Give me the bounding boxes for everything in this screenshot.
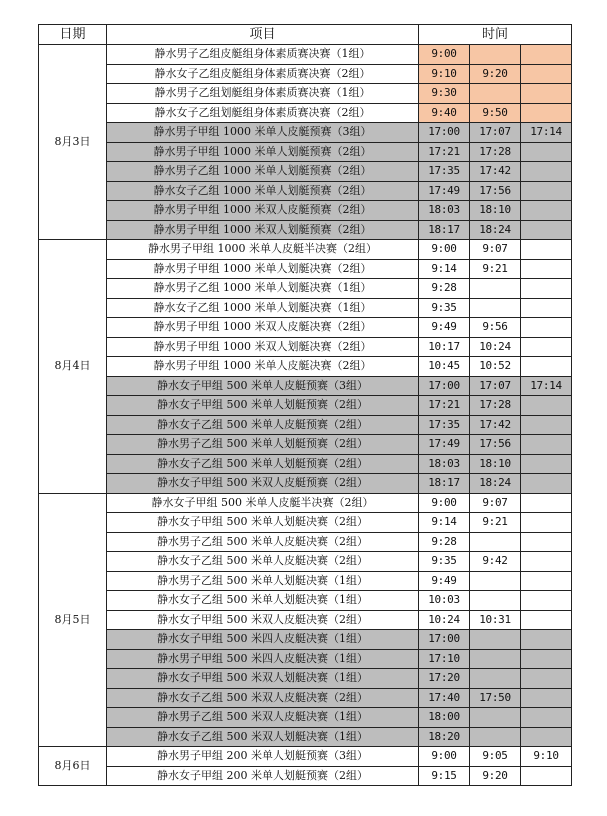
time-cell	[521, 279, 572, 299]
time-cell	[470, 649, 521, 669]
time-cell: 9:07	[470, 493, 521, 513]
time-cell: 9:20	[470, 64, 521, 84]
event-cell: 静水男子乙组 1000 米单人划艇决赛（1组）	[107, 279, 419, 299]
time-cell: 18:03	[419, 201, 470, 221]
time-cell	[521, 181, 572, 201]
time-cell: 17:21	[419, 142, 470, 162]
time-cell: 9:35	[419, 552, 470, 572]
time-cell: 10:45	[419, 357, 470, 377]
event-cell: 静水女子甲组 500 米四人皮艇决赛（1组）	[107, 630, 419, 650]
time-cell: 10:17	[419, 337, 470, 357]
schedule-body	[39, 45, 572, 786]
schedule-row	[39, 610, 572, 630]
time-cell: 17:21	[419, 396, 470, 416]
time-cell: 17:42	[470, 162, 521, 182]
time-cell	[521, 259, 572, 279]
time-cell: 17:28	[470, 396, 521, 416]
schedule-row	[39, 727, 572, 747]
time-cell	[470, 591, 521, 611]
time-cell	[521, 552, 572, 572]
time-cell	[521, 318, 572, 338]
event-cell: 静水女子乙组 500 米单人划艇预赛（2组）	[107, 454, 419, 474]
schedule-row	[39, 337, 572, 357]
event-cell: 静水女子乙组划艇组身体素质赛决赛（2组）	[107, 103, 419, 123]
time-cell	[521, 532, 572, 552]
time-cell: 9:56	[470, 318, 521, 338]
time-cell: 10:52	[470, 357, 521, 377]
header-event: 项目	[107, 25, 419, 45]
time-cell: 17:14	[521, 376, 572, 396]
schedule-row	[39, 747, 572, 767]
schedule-row	[39, 123, 572, 143]
schedule-row	[39, 45, 572, 65]
time-cell	[521, 298, 572, 318]
time-cell	[470, 727, 521, 747]
time-cell: 9:50	[470, 103, 521, 123]
event-cell: 静水女子甲组 500 米单人皮艇半决赛（2组）	[107, 493, 419, 513]
time-cell: 9:21	[470, 259, 521, 279]
time-cell	[521, 766, 572, 786]
time-cell: 17:40	[419, 688, 470, 708]
time-cell: 17:00	[419, 630, 470, 650]
time-cell	[521, 396, 572, 416]
time-cell	[521, 669, 572, 689]
schedule-row	[39, 435, 572, 455]
time-cell: 18:24	[470, 220, 521, 240]
event-cell: 静水女子乙组 500 米单人皮艇预赛（2组）	[107, 415, 419, 435]
time-cell	[521, 357, 572, 377]
time-cell	[521, 220, 572, 240]
time-cell	[521, 688, 572, 708]
event-cell: 静水男子甲组 1000 米单人皮艇决赛（2组）	[107, 357, 419, 377]
time-cell: 9:28	[419, 279, 470, 299]
time-cell: 17:35	[419, 415, 470, 435]
time-cell	[470, 532, 521, 552]
event-cell: 静水女子甲组 500 米单人划艇决赛（2组）	[107, 513, 419, 533]
time-cell	[521, 201, 572, 221]
schedule-row	[39, 532, 572, 552]
time-cell: 17:50	[470, 688, 521, 708]
event-cell: 静水女子甲组 500 米双人划艇决赛（1组）	[107, 669, 419, 689]
time-cell	[521, 474, 572, 494]
schedule-row	[39, 201, 572, 221]
time-cell	[470, 298, 521, 318]
time-cell: 18:03	[419, 454, 470, 474]
time-cell: 9:10	[419, 64, 470, 84]
time-cell: 9:05	[470, 747, 521, 767]
header-row	[39, 25, 572, 45]
event-cell: 静水女子甲组 500 米单人皮艇预赛（3组）	[107, 376, 419, 396]
time-cell	[521, 591, 572, 611]
time-cell: 18:20	[419, 727, 470, 747]
time-cell: 10:31	[470, 610, 521, 630]
schedule-row	[39, 259, 572, 279]
date-cell: 8月4日	[39, 240, 107, 494]
time-cell: 17:42	[470, 415, 521, 435]
time-cell	[521, 337, 572, 357]
time-cell: 17:07	[470, 123, 521, 143]
event-cell: 静水男子乙组 500 米单人划艇决赛（1组）	[107, 571, 419, 591]
time-cell: 9:00	[419, 240, 470, 260]
time-cell: 9:49	[419, 318, 470, 338]
event-cell: 静水女子乙组 500 米单人划艇决赛（1组）	[107, 591, 419, 611]
schedule-row	[39, 240, 572, 260]
time-cell: 18:10	[470, 454, 521, 474]
time-cell: 18:17	[419, 474, 470, 494]
schedule-row	[39, 649, 572, 669]
schedule-row	[39, 591, 572, 611]
time-cell: 17:00	[419, 376, 470, 396]
time-cell	[521, 571, 572, 591]
time-cell: 18:00	[419, 708, 470, 728]
schedule-row	[39, 708, 572, 728]
schedule-table	[38, 24, 572, 786]
time-cell: 9:00	[419, 493, 470, 513]
time-cell	[521, 64, 572, 84]
event-cell: 静水女子甲组 200 米单人划艇预赛（2组）	[107, 766, 419, 786]
time-cell: 9:40	[419, 103, 470, 123]
schedule-row	[39, 552, 572, 572]
time-cell	[521, 610, 572, 630]
schedule-row	[39, 669, 572, 689]
event-cell: 静水男子甲组 1000 米单人皮艇半决赛（2组）	[107, 240, 419, 260]
schedule-row	[39, 357, 572, 377]
header-time: 时间	[419, 25, 572, 45]
time-cell: 10:03	[419, 591, 470, 611]
time-cell: 10:24	[419, 610, 470, 630]
time-cell	[521, 493, 572, 513]
time-cell	[470, 669, 521, 689]
time-cell: 9:35	[419, 298, 470, 318]
schedule-row	[39, 84, 572, 104]
schedule-row	[39, 142, 572, 162]
schedule-row	[39, 318, 572, 338]
time-cell	[470, 571, 521, 591]
time-cell	[521, 103, 572, 123]
time-cell	[521, 162, 572, 182]
time-cell: 17:35	[419, 162, 470, 182]
date-cell: 8月3日	[39, 45, 107, 240]
time-cell: 9:20	[470, 766, 521, 786]
schedule-row	[39, 493, 572, 513]
event-cell: 静水女子乙组 500 米双人皮艇决赛（2组）	[107, 688, 419, 708]
schedule-row	[39, 279, 572, 299]
event-cell: 静水男子甲组 500 米四人皮艇决赛（1组）	[107, 649, 419, 669]
event-cell: 静水女子乙组 1000 米单人划艇预赛（2组）	[107, 181, 419, 201]
schedule-row	[39, 454, 572, 474]
date-cell: 8月6日	[39, 747, 107, 786]
schedule-row	[39, 415, 572, 435]
time-cell: 9:21	[470, 513, 521, 533]
date-cell: 8月5日	[39, 493, 107, 747]
time-cell	[470, 84, 521, 104]
time-cell: 17:14	[521, 123, 572, 143]
time-cell	[470, 630, 521, 650]
time-cell	[521, 45, 572, 65]
event-cell: 静水男子甲组 200 米单人划艇预赛（3组）	[107, 747, 419, 767]
schedule-row	[39, 513, 572, 533]
time-cell: 9:28	[419, 532, 470, 552]
schedule-row	[39, 376, 572, 396]
schedule-row	[39, 396, 572, 416]
event-cell: 静水男子甲组 1000 米单人划艇决赛（2组）	[107, 259, 419, 279]
time-cell	[521, 649, 572, 669]
time-cell: 17:07	[470, 376, 521, 396]
schedule-row	[39, 474, 572, 494]
event-cell: 静水男子乙组皮艇组身体素质赛决赛（1组）	[107, 45, 419, 65]
time-cell	[521, 435, 572, 455]
schedule-row	[39, 630, 572, 650]
event-cell: 静水男子乙组 500 米单人皮艇决赛（2组）	[107, 532, 419, 552]
event-cell: 静水女子乙组 1000 米单人划艇决赛（1组）	[107, 298, 419, 318]
time-cell	[521, 513, 572, 533]
schedule-row	[39, 103, 572, 123]
time-cell	[521, 84, 572, 104]
time-cell: 17:00	[419, 123, 470, 143]
time-cell: 17:56	[470, 435, 521, 455]
event-cell: 静水男子乙组 500 米双人皮艇决赛（1组）	[107, 708, 419, 728]
event-cell: 静水男子甲组 1000 米双人划艇预赛（2组）	[107, 220, 419, 240]
schedule-row	[39, 64, 572, 84]
time-cell	[521, 240, 572, 260]
time-cell: 9:00	[419, 747, 470, 767]
time-cell: 18:10	[470, 201, 521, 221]
time-cell: 9:07	[470, 240, 521, 260]
time-cell: 9:00	[419, 45, 470, 65]
event-cell: 静水男子甲组 1000 米单人划艇预赛（2组）	[107, 142, 419, 162]
schedule-row	[39, 298, 572, 318]
time-cell: 17:28	[470, 142, 521, 162]
event-cell: 静水女子甲组 500 米单人划艇预赛（2组）	[107, 396, 419, 416]
time-cell: 9:49	[419, 571, 470, 591]
time-cell: 17:10	[419, 649, 470, 669]
time-cell: 9:14	[419, 513, 470, 533]
schedule-row	[39, 181, 572, 201]
time-cell: 9:14	[419, 259, 470, 279]
event-cell: 静水男子乙组划艇组身体素质赛决赛（1组）	[107, 84, 419, 104]
schedule-row	[39, 571, 572, 591]
schedule-row	[39, 162, 572, 182]
time-cell: 9:42	[470, 552, 521, 572]
event-cell: 静水女子乙组皮艇组身体素质赛决赛（2组）	[107, 64, 419, 84]
schedule-row	[39, 220, 572, 240]
time-cell	[521, 454, 572, 474]
time-cell: 18:24	[470, 474, 521, 494]
event-cell: 静水男子甲组 1000 米双人划艇决赛（2组）	[107, 337, 419, 357]
time-cell	[521, 142, 572, 162]
time-cell: 9:30	[419, 84, 470, 104]
time-cell	[470, 279, 521, 299]
time-cell: 9:10	[521, 747, 572, 767]
event-cell: 静水男子甲组 1000 米双人皮艇决赛（2组）	[107, 318, 419, 338]
event-cell: 静水女子甲组 500 米双人皮艇决赛（2组）	[107, 610, 419, 630]
time-cell: 17:49	[419, 181, 470, 201]
time-cell: 17:49	[419, 435, 470, 455]
time-cell	[521, 708, 572, 728]
event-cell: 静水男子甲组 1000 米单人皮艇预赛（3组）	[107, 123, 419, 143]
event-cell: 静水女子乙组 500 米双人划艇决赛（1组）	[107, 727, 419, 747]
time-cell: 18:17	[419, 220, 470, 240]
time-cell: 17:20	[419, 669, 470, 689]
event-cell: 静水男子乙组 1000 米单人划艇预赛（2组）	[107, 162, 419, 182]
time-cell	[521, 415, 572, 435]
event-cell: 静水男子甲组 1000 米双人皮艇预赛（2组）	[107, 201, 419, 221]
time-cell: 9:15	[419, 766, 470, 786]
schedule-row	[39, 766, 572, 786]
schedule-row	[39, 688, 572, 708]
event-cell: 静水男子乙组 500 米单人划艇预赛（2组）	[107, 435, 419, 455]
time-cell	[470, 45, 521, 65]
time-cell: 17:56	[470, 181, 521, 201]
time-cell: 10:24	[470, 337, 521, 357]
event-cell: 静水女子甲组 500 米双人皮艇预赛（2组）	[107, 474, 419, 494]
time-cell	[521, 727, 572, 747]
time-cell	[470, 708, 521, 728]
header-date: 日期	[39, 25, 107, 45]
event-cell: 静水女子乙组 500 米单人皮艇决赛（2组）	[107, 552, 419, 572]
time-cell	[521, 630, 572, 650]
